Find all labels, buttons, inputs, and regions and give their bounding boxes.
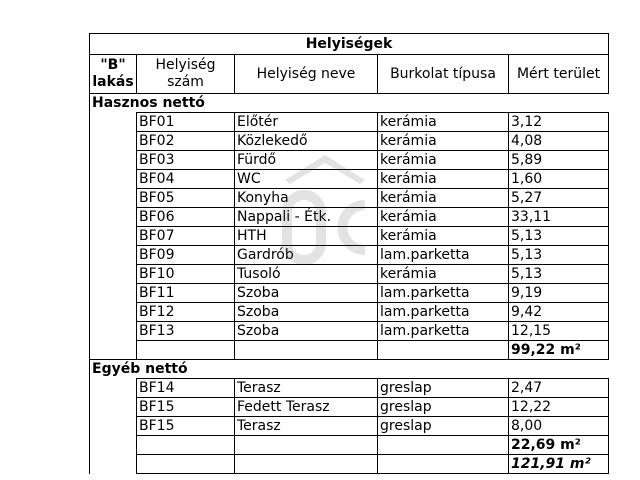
lakas-cell xyxy=(90,436,137,455)
room-name: Terasz xyxy=(235,417,378,436)
table-row xyxy=(90,132,609,151)
room-name: Előtér xyxy=(235,113,378,132)
floor-type: kerámia xyxy=(378,151,509,170)
empty-cell xyxy=(235,436,378,455)
lakas-cell xyxy=(90,398,137,417)
floor-type: kerámia xyxy=(378,208,509,227)
room-area: 9,42 xyxy=(509,303,609,322)
table-row xyxy=(90,398,609,417)
empty-cell xyxy=(235,455,378,474)
floor-type: lam.parketta xyxy=(378,303,509,322)
room-area: 5,27 xyxy=(509,189,609,208)
lakas-cell xyxy=(90,132,137,151)
lakas-cell xyxy=(90,189,137,208)
lakas-cell xyxy=(90,284,137,303)
room-area: 12,22 xyxy=(509,398,609,417)
room-area: 12,15 xyxy=(509,322,609,341)
room-name: Fedett Terasz xyxy=(235,398,378,417)
room-code: BF11 xyxy=(137,284,235,303)
table-row xyxy=(90,208,609,227)
section-header-row xyxy=(90,360,609,379)
grand-total: 121,91 m² xyxy=(509,455,609,474)
room-area: 5,13 xyxy=(509,265,609,284)
room-name: WC xyxy=(235,170,378,189)
room-code: BF07 xyxy=(137,227,235,246)
grand-total-row xyxy=(90,455,609,474)
empty-cell xyxy=(137,341,235,360)
room-name: HTH xyxy=(235,227,378,246)
lakas-cell xyxy=(90,303,137,322)
room-area: 8,00 xyxy=(509,417,609,436)
lakas-cell xyxy=(90,151,137,170)
header-lakas: "B" lakás xyxy=(90,55,137,94)
floor-type: lam.parketta xyxy=(378,322,509,341)
header-helyiseg-szam: Helyiség szám xyxy=(137,55,235,94)
empty-cell xyxy=(137,455,235,474)
header-terulet: Mért terület xyxy=(509,55,609,94)
table-row xyxy=(90,284,609,303)
table-row xyxy=(90,170,609,189)
section-total: 22,69 m² xyxy=(509,436,609,455)
table-row xyxy=(90,113,609,132)
empty-cell xyxy=(378,455,509,474)
floor-type: kerámia xyxy=(378,265,509,284)
room-area: 5,89 xyxy=(509,151,609,170)
table-row xyxy=(90,379,609,398)
room-code: BF09 xyxy=(137,246,235,265)
section-header-row xyxy=(90,94,609,113)
floor-type: greslap xyxy=(378,417,509,436)
room-code: BF03 xyxy=(137,151,235,170)
section-label: Hasznos nettó xyxy=(90,94,609,113)
lakas-cell xyxy=(90,265,137,284)
table-row xyxy=(90,151,609,170)
room-name: Nappali - Étk. xyxy=(235,208,378,227)
floor-type: kerámia xyxy=(378,227,509,246)
room-code: BF10 xyxy=(137,265,235,284)
room-area: 2,47 xyxy=(509,379,609,398)
room-name: Terasz xyxy=(235,379,378,398)
header-helyiseg-neve: Helyiség neve xyxy=(235,55,378,94)
room-code: BF14 xyxy=(137,379,235,398)
room-name: Fürdő xyxy=(235,151,378,170)
section-total-row xyxy=(90,341,609,360)
room-code: BF01 xyxy=(137,113,235,132)
room-area: 3,12 xyxy=(509,113,609,132)
lakas-cell xyxy=(90,322,137,341)
floor-type: kerámia xyxy=(378,189,509,208)
room-area: 9,19 xyxy=(509,284,609,303)
lakas-cell xyxy=(90,246,137,265)
empty-cell xyxy=(235,341,378,360)
table-row xyxy=(90,265,609,284)
table-row xyxy=(90,189,609,208)
floor-type: greslap xyxy=(378,398,509,417)
lakas-cell xyxy=(90,170,137,189)
room-name: Szoba xyxy=(235,303,378,322)
empty-cell xyxy=(137,436,235,455)
table-row xyxy=(90,417,609,436)
table-row xyxy=(90,227,609,246)
empty-cell xyxy=(378,341,509,360)
section-label: Egyéb nettó xyxy=(90,360,609,379)
rooms-table xyxy=(89,33,609,474)
room-code: BF02 xyxy=(137,132,235,151)
room-name: Tusoló xyxy=(235,265,378,284)
lakas-cell xyxy=(90,227,137,246)
lakas-cell xyxy=(90,455,137,474)
room-area: 4,08 xyxy=(509,132,609,151)
floor-type: lam.parketta xyxy=(378,284,509,303)
lakas-cell xyxy=(90,341,137,360)
lakas-cell xyxy=(90,379,137,398)
header-burkolat: Burkolat típusa xyxy=(378,55,509,94)
section-total: 99,22 m² xyxy=(509,341,609,360)
floor-type: kerámia xyxy=(378,170,509,189)
room-area: 33,11 xyxy=(509,208,609,227)
room-code: BF04 xyxy=(137,170,235,189)
table-row xyxy=(90,246,609,265)
floor-type: kerámia xyxy=(378,132,509,151)
room-code: BF15 xyxy=(137,417,235,436)
empty-cell xyxy=(378,436,509,455)
room-name: Szoba xyxy=(235,322,378,341)
lakas-cell xyxy=(90,113,137,132)
room-code: BF15 xyxy=(137,398,235,417)
room-code: BF06 xyxy=(137,208,235,227)
room-name: Szoba xyxy=(235,284,378,303)
section-total-row xyxy=(90,436,609,455)
room-area: 1,60 xyxy=(509,170,609,189)
room-code: BF12 xyxy=(137,303,235,322)
room-code: BF13 xyxy=(137,322,235,341)
table-row xyxy=(90,322,609,341)
room-area: 5,13 xyxy=(509,227,609,246)
table-row xyxy=(90,303,609,322)
floor-type: lam.parketta xyxy=(378,246,509,265)
table-title: Helyiségek xyxy=(90,34,609,55)
floor-type: kerámia xyxy=(378,113,509,132)
room-area: 5,13 xyxy=(509,246,609,265)
lakas-cell xyxy=(90,417,137,436)
floor-type: greslap xyxy=(378,379,509,398)
room-code: BF05 xyxy=(137,189,235,208)
room-name: Gardrób xyxy=(235,246,378,265)
room-name: Konyha xyxy=(235,189,378,208)
room-name: Közlekedő xyxy=(235,132,378,151)
lakas-cell xyxy=(90,208,137,227)
